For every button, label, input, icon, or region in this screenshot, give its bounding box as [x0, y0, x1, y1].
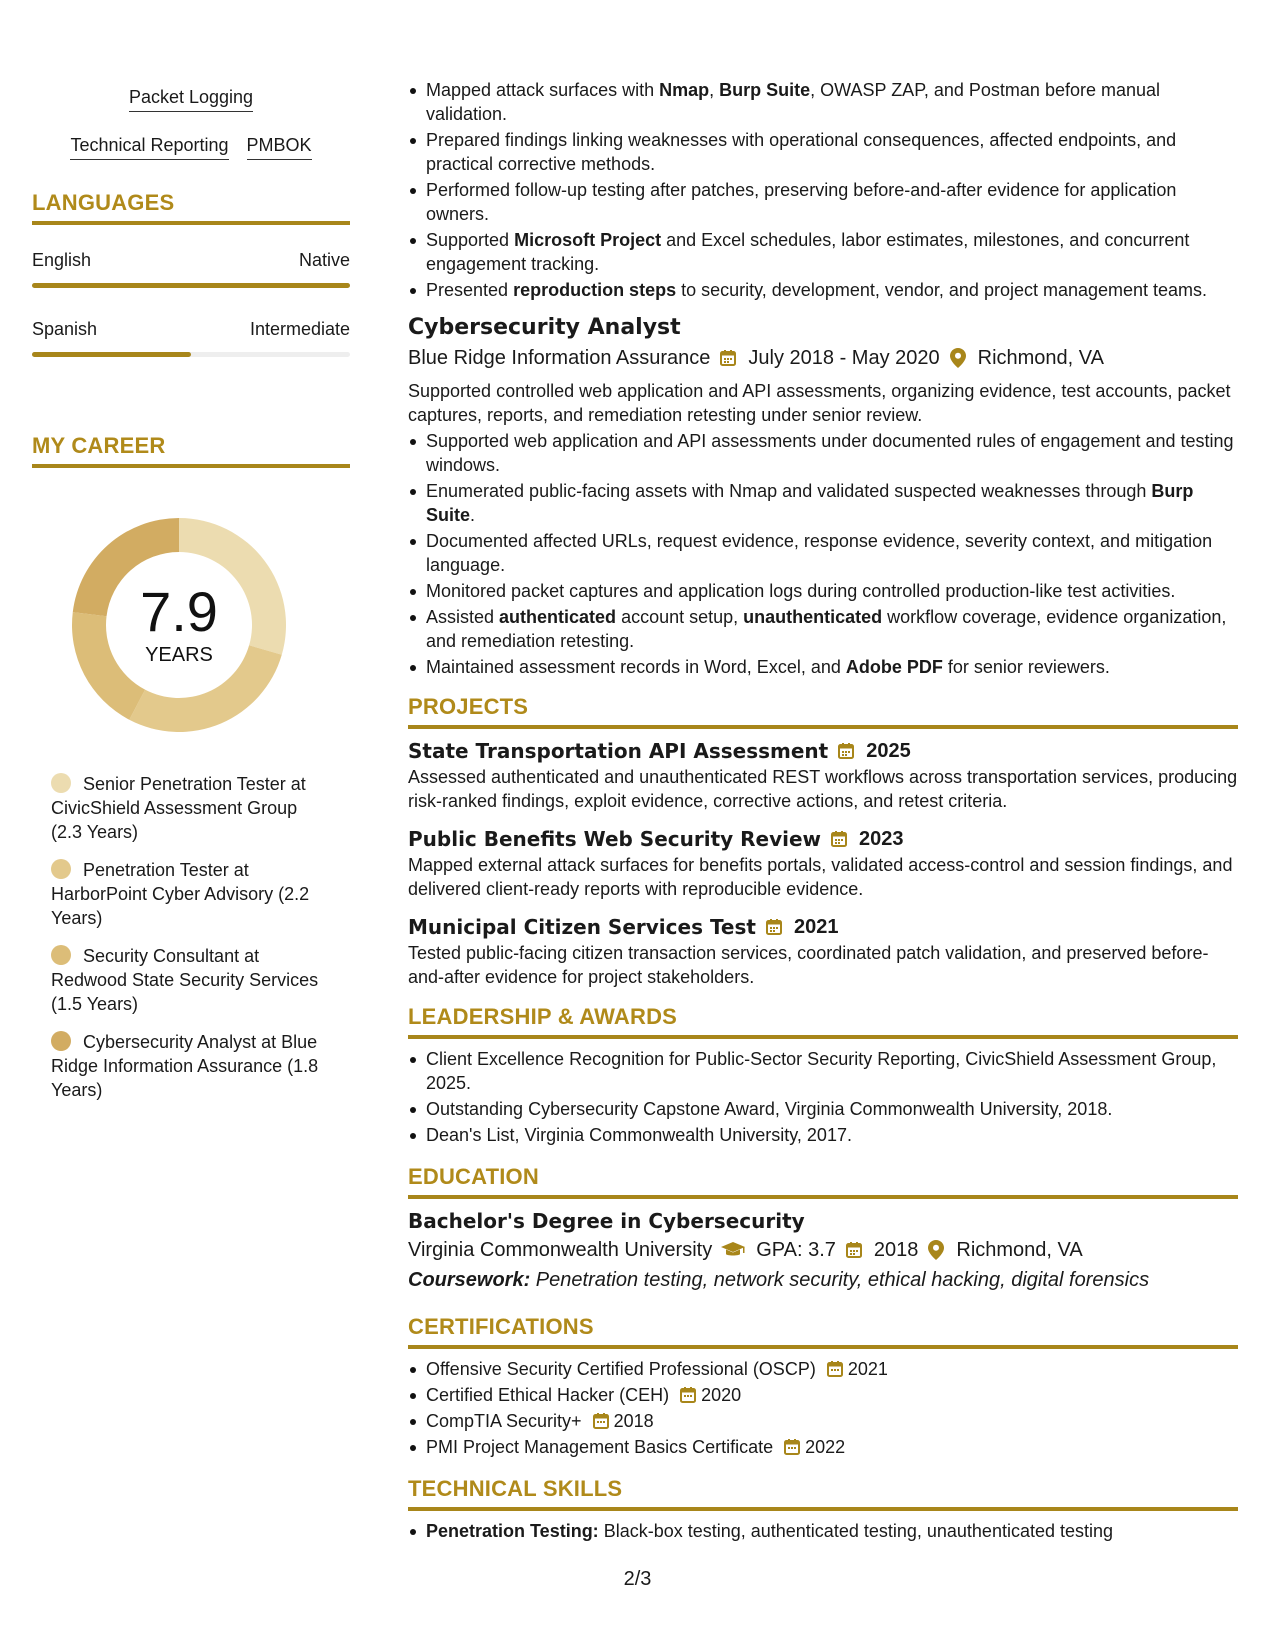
bullet-item: Performed follow-up testing after patches, preserving before-and-after evidence for application owners.	[426, 178, 1238, 226]
education-section	[408, 1165, 1238, 1295]
project-year: 2023	[859, 828, 904, 850]
right-column	[408, 78, 1238, 1545]
language-bar	[32, 283, 350, 288]
bullet-item: Prepared findings linking weaknesses with operational consequences, affected endpoints, and practical corrective methods.	[426, 128, 1238, 176]
skills-list	[408, 1519, 1238, 1543]
bullet-item: Monitored packet captures and application logs during controlled production-like test activities.	[426, 579, 1238, 603]
coursework: Coursework: Penetration testing, network security, ethical hacking, digital forensics	[408, 1269, 1150, 1291]
certifications-title: CERTIFICATIONS	[408, 1315, 1238, 1349]
language-bar-fill	[32, 283, 350, 288]
job-dates: July 2018 - May 2020	[748, 347, 940, 369]
cert-item: PMI Project Management Basics Certificate 2022	[426, 1435, 1238, 1459]
career-text: Cybersecurity Analyst at Blue Ridge Information Assurance (1.8 Years)	[51, 1032, 319, 1100]
award-item: Outstanding Cybersecurity Capstone Award, Virginia Commonwealth University, 2018.	[426, 1097, 1238, 1121]
bullet-item: Mapped attack surfaces with Nmap, Burp Suite, OWASP ZAP, and Postman before manual validation.	[426, 78, 1238, 126]
school-name: Virginia Commonwealth University	[408, 1239, 713, 1261]
career-item	[51, 1030, 350, 1102]
bullet-item: Enumerated public-facing assets with Nmap and validated suspected weaknesses through Burp Suite.	[426, 479, 1238, 527]
career-dot	[51, 773, 71, 793]
languages-title: LANGUAGES	[32, 190, 350, 225]
job-meta	[408, 343, 1238, 373]
job-bullets	[408, 429, 1238, 679]
career-item	[51, 772, 350, 844]
job-title: Cybersecurity Analyst	[408, 315, 681, 340]
bullet-item: Supported web application and API assessments under documented rules of engagement and testing windows.	[426, 429, 1238, 477]
calendar-icon	[844, 1240, 864, 1260]
education-meta	[408, 1235, 1238, 1265]
left-column	[32, 86, 350, 1116]
career-item	[51, 944, 350, 1016]
projects-title: PROJECTS	[408, 695, 1238, 729]
bullet-item: Presented reproduction steps to security, development, vendor, and project management teams.	[426, 278, 1238, 302]
award-item: Dean's List, Virginia Commonwealth University, 2017.	[426, 1123, 1238, 1147]
school-location: Richmond, VA	[956, 1239, 1083, 1261]
language-level: Intermediate	[249, 319, 350, 339]
project-year: 2021	[793, 916, 839, 938]
calendar-icon	[679, 1386, 697, 1404]
cert-item: Offensive Security Certified Professional (OSCP) 2021	[426, 1357, 1238, 1381]
location-pin-icon	[926, 1240, 946, 1260]
career-text: Security Consultant at Redwood State Security Services (1.5 Years)	[51, 946, 319, 1014]
project-desc: Tested public-facing citizen transaction services, coordinated patch validation, and preserved before-and-after evidence for project stakeholders.	[408, 943, 1209, 987]
calendar-icon	[826, 1360, 844, 1378]
career-list	[32, 772, 350, 1102]
bullet-item: Maintained assessment records in Word, Excel, and Adobe PDF for senior reviewers.	[426, 655, 1238, 679]
calendar-icon	[764, 917, 784, 937]
job-summary: Supported controlled web application and API assessments, organizing evidence, test accounts, packet captures, reports, and remediation retesting under senior review.	[408, 381, 1231, 425]
cert-item: Certified Ethical Hacker (CEH) 2020	[426, 1383, 1238, 1407]
skill-tags-row-2	[32, 134, 350, 160]
company-name: Blue Ridge Information Assurance	[408, 347, 711, 369]
language-name: Spanish	[32, 319, 98, 339]
calendar-icon	[783, 1438, 801, 1456]
graduation-year: 2018	[873, 1239, 919, 1261]
career-dot	[51, 945, 71, 965]
skill-tag: Packet Logging	[129, 86, 253, 112]
language-bar	[32, 352, 350, 357]
career-donut	[66, 512, 292, 738]
leadership-title: LEADERSHIP & AWARDS	[408, 1005, 1238, 1039]
project-desc: Assessed authenticated and unauthenticated REST workflows across transportation services, producing risk-ranked findings, exploit evidence, corrective actions, and retest criteria.	[408, 767, 1238, 811]
page-number: 2/3	[623, 1568, 652, 1590]
skill-item: Penetration Testing: Black-box testing, authenticated testing, unauthenticated testing	[426, 1519, 1238, 1543]
leadership-section	[408, 1005, 1238, 1147]
project-title: Municipal Citizen Services Test 2021	[408, 915, 839, 939]
career-text: Senior Penetration Tester at CivicShield Assessment Group (2.3 Years)	[51, 774, 306, 842]
gpa: GPA: 3.7	[756, 1239, 836, 1261]
skills-title: TECHNICAL SKILLS	[408, 1477, 1238, 1511]
career-total: 7.9	[140, 579, 218, 643]
career-dot	[51, 1031, 71, 1051]
bullet-item: Documented affected URLs, request evidence, response evidence, severity context, and mitigation language.	[426, 529, 1238, 577]
award-item: Client Excellence Recognition for Public-Sector Security Reporting, CivicShield Assessment Group, 2025.	[426, 1047, 1238, 1095]
career-text: Penetration Tester at HarborPoint Cyber Advisory (2.2 Years)	[51, 860, 310, 928]
project-desc: Mapped external attack surfaces for benefits portals, validated access-control and session findings, and delivered client-ready reports with reproducible evidence.	[408, 855, 1233, 899]
skill-tag: PMBOK	[247, 134, 312, 160]
education-title: EDUCATION	[408, 1165, 1238, 1199]
cert-item: CompTIA Security+ 2018	[426, 1409, 1238, 1433]
project-year: 2025	[866, 740, 911, 762]
career-item	[51, 858, 350, 930]
skill-tag: Technical Reporting	[70, 134, 228, 160]
language-name: English	[32, 250, 92, 270]
project-title: Public Benefits Web Security Review 2023	[408, 827, 904, 851]
certifications-list	[408, 1357, 1238, 1459]
leadership-list	[408, 1047, 1238, 1147]
career-title: MY CAREER	[32, 433, 350, 468]
calendar-icon	[836, 741, 856, 761]
skills-section	[408, 1477, 1238, 1543]
bullet-item: Supported Microsoft Project and Excel schedules, labor estimates, milestones, and concurrent engagement tracking.	[426, 228, 1238, 276]
experience-bullets	[408, 78, 1238, 302]
language-item	[32, 318, 350, 357]
language-level: Native	[298, 250, 350, 270]
calendar-icon	[592, 1412, 610, 1430]
skill-tags-row-1	[32, 86, 350, 112]
calendar-icon	[718, 348, 738, 368]
bullet-item: Assisted authenticated account setup, unauthenticated workflow coverage, evidence organization, and remediation retesting.	[426, 605, 1238, 653]
projects-section	[408, 695, 1238, 989]
job-location: Richmond, VA	[977, 347, 1104, 369]
location-pin-icon	[948, 348, 968, 368]
career-dot	[51, 859, 71, 879]
career-unit: YEARS	[145, 643, 213, 666]
language-bar-fill	[32, 352, 191, 357]
degree-title: Bachelor's Degree in Cybersecurity	[408, 1209, 805, 1233]
calendar-icon	[829, 829, 849, 849]
project-title: State Transportation API Assessment 2025	[408, 739, 911, 763]
graduation-cap-icon	[720, 1240, 746, 1260]
certifications-section	[408, 1315, 1238, 1459]
language-item	[32, 249, 350, 288]
